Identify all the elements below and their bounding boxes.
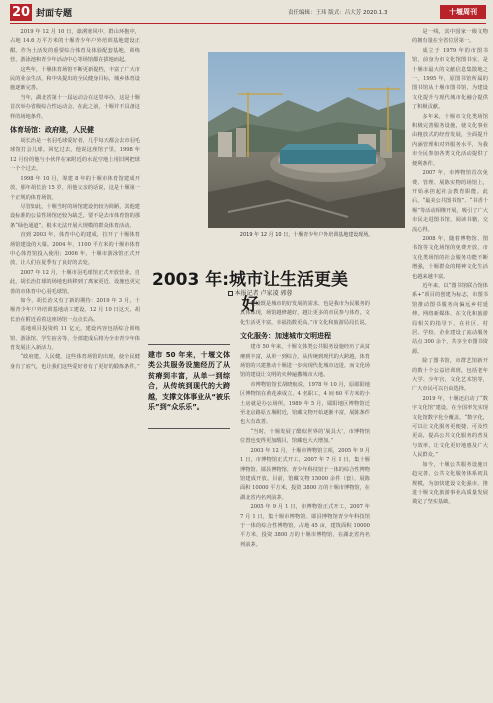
paragraph: 成立于 1979 年的市图书馆，前身为市文化馆图书室，是十堰市最大的文献信息集散地之一。1995 年，原图书馆所属的图书馆从十堰市图书馆，为建设文化提升与现代城市化融合提供了积极贡献。 — [412, 47, 488, 111]
byline — [190, 288, 330, 297]
paragraph: 2007 年，市博物馆首次免费、管理、展陈实物的场馆上，开始承担起社会教育职能。此后，“最美公共图书馆”、“书香十堰”等活动相继开展，吸引了广大市民走进图书馆、阅读书籍、交流心得。 — [412, 170, 488, 233]
article-column-2 — [240, 300, 370, 698]
paragraph: 2005 年 9 月 1 日，市博物馆正式开工，2007 年 7 月 1 日，集十堰市博物馆、郧县博物馆青少年科技馆于一体的综合性博物馆，占地 45 亩，建筑面积 10000 平方米，投资 3800 万的十堰市博物馆，在湖北省内名列前茅。 — [240, 504, 370, 548]
paragraph: 是一线，其中国家一级文物的拥有量在全省位居第一。 — [412, 29, 488, 45]
paragraph: “政府建，人民健。这些体育场馆的出现，使全民健身有了底气，也让我们这些爱好者有了更好的锻炼条件。” — [10, 354, 140, 370]
subheading: 文化服务：加速城市文明进程 — [240, 332, 331, 341]
pull-quote-rule-top — [148, 344, 230, 345]
paragraph: 2019 年 12 月 10 日，凛冽寒风中，群山环抱中，占地 14.6 万平方米的十堰青少年户外培训基地建设正酣。作为土活发的重要综合体育及体验配套基地，训练营、游泳池和青少年活动中心等场馆都在拔地而起。 — [10, 29, 140, 64]
article-column-1 — [10, 28, 140, 698]
paragraph: 除了图书馆，市群艺馆新开的数十个公益培训班，包括老年大学、少年宫、文化艺术馆等，广大市民可以自由选择。 — [412, 358, 488, 393]
paragraph: 2003 年 12 月，十堰市博物馆立项，2005 年 9 月 1 日，市博物馆正式开工，2007 年 7 月 1 日，集十堰博物馆、郧县博物馆、青少年科技馆于一体的综合性博物馆建成开放。目前，馆藏文物 15000 余件（套），展陈面积 10000 平方米，投资 3800 万的十堰市博物馆，在湖北省内名列前茅。 — [240, 447, 370, 501]
article-column-3 — [412, 28, 488, 698]
editor-credits: 责任编辑：王玮 版式：吕大芳 2020.1.3 — [288, 10, 388, 16]
paragraph: 当年，湖北省第十一届运动会在这里举办，这是十堰首次举办省级综合性运动会，在此之前，十堰并不具备这样的场地条件。 — [10, 94, 140, 120]
photo-caption: 2019 年 12 月 10 日，十堰青少年户外培训基地建设现场。 — [239, 232, 374, 238]
article-headline: 2003 年:城市让生活更美好 — [151, 270, 349, 315]
section-title: 封面专题 — [36, 9, 73, 19]
paragraph: 直到 2003 年，体育中心的建成，拉开了十堰体育场馆建设的大幕。2004 年，1100 平方米的十堰市体育中心体育馆投入使用；2006 年，十堰市游泳馆正式开放，让人们在夏季有了良好的去处。 — [10, 232, 140, 267]
byline-box-icon — [228, 291, 233, 296]
paragraph: 近年来，以“图书馆联合馆体系+”项目的创建为标志，市图书馆推动图书服务向偏远乡村延伸。网络新媒体、在文化和旅游局相关的指导下，在社区、村居、学校、企业建设了流动服务站点 300 余个，共享全市图书资源。 — [412, 282, 488, 355]
construction-photo-illustration — [208, 52, 405, 228]
paragraph: 基地项目投资约 11 亿元，建设内容包括综合训练馆、游泳馆、学生宿舍等，全部建成后将为全市青少年体育发展注入新活力。 — [10, 326, 140, 351]
pull-quote-rule-bottom — [148, 428, 230, 429]
paragraph: 胡长治是一名羽毛球爱好者，几乎每天都会去市羽毛球馆打会儿球。回忆过去，他说这座馆子里，1998 年 12 月份的他与小伙伴在家附近的水泥空地上用旧网把球一个个过去。 — [10, 138, 140, 173]
byline-text: 本报记者 卢家凌 郭蓉 — [234, 290, 293, 297]
subheading: 体育场馆：政府建，人民健 — [10, 126, 94, 135]
paragraph: 2008 年，随着博物馆、图书馆等文化场馆的免费开放，市文化类场馆的社会服务功能不断增强，十堰群众的精神文化生活也越来越丰富。 — [412, 235, 488, 280]
paragraph: “当时，十堰发展了酷似世界的‘展具大’，市博物馆位置也变得更加醒目，馆藏也大大增加。” — [240, 428, 370, 445]
paragraph: 建设既是城市的好发展的需求，也是我市为民服务的具体体现，场馆越修越好，越让更多的市民参与体育，文化生活更丰富，幸福指数更高。”市文化和旅游局局长说。 — [240, 301, 370, 326]
paragraph: 2019 年，十堰还启动了“数字文化馆”建设，在全国率先实现文化馆数字化全覆盖。“数字化，可以让文化服务更便捷、可及性更高，提高公共文化服务的普及与效率，让文化更好地惠及广大人民群众。” — [412, 395, 488, 459]
header-rule — [10, 23, 486, 24]
paragraph: 如今，十堰公共服务设施日趋完善，公共文化服务体系初具规模，为加快建设文化强市，推进十堰文化旅游事业高质量发展奠定了坚实基础。 — [412, 461, 488, 506]
page-number: 20 — [11, 5, 31, 20]
page-header — [0, 0, 493, 22]
paragraph: 多年来，十堰市文化类场馆积极完善服务设施，使文化事业由粗放式的经营发展，全面提升内涵管理和对外服务水平，为我市全民参加各类文化活动提供了便利条件。 — [412, 113, 488, 167]
paragraph: 市博物馆馆长胡晓航说，1978 年 10 月，原郧阳地区博物馆在黄花素成立，4 名职工，4 间 60 平方米的小土房就是办公场所。1989 年 5 月，郧阳地区博物馆迁至北京路原五堰附近，馆藏文物开始逐渐丰富，展陈条件也大有改善。 — [240, 381, 370, 426]
pull-quote: 建市 50 年来，十堰文体类公共服务设施经历了从贫瘠到丰富，从单一到综合，从传统到现代的大跨越，支撑文体事业从“被乐乐”到“众乐乐”。 — [148, 351, 230, 412]
paragraph: 2007 年 12 月，十堰市羽毛球馆正式开放营业。自此，胡长治打球的场地也转移到了离家更近、设施也更完善的市体育中心羽毛球馆。 — [10, 269, 140, 295]
paragraph: 如今，胡长治又有了新的期待：2019 年 3 月，十堰青少年户外培训基地动工建设。12 月 10 日这天，胡长治在附近看着这座场馆一点点长高。 — [10, 297, 140, 323]
paragraph: 尽管如此，十堰当时的场馆建设仍较为简陋，其他建设标准的公益性场馆还较为缺乏。要不是去市体育馆的那条“绿色通道”，根本无法开展大规模的群众体育活动。 — [10, 203, 140, 229]
paragraph: 这些年，十堰体育场馆不断更新提档，丰富了广大市民的业余生活，和中央提出的全民健身目标，城乡体育设施逐渐完善。 — [10, 66, 140, 92]
masthead-logo: 十堰周刊 — [440, 5, 486, 19]
paragraph: 建市 50 年来，十堰文体类公共服务设施经历了从贫瘠到丰富，从单一到综合，从传统到现代的大跨越，体育场馆的兴建推动十堰进一步向现代化城市迈进，而文化场馆的建设让文明的火种遍撒城市大地。 — [240, 344, 370, 379]
construction-site-photo — [208, 52, 405, 228]
paragraph: 1998 年 10 月，筹建 8 年的十堰市体育馆建成开放，那年胡长治 15 岁，用他父亲的话说，这是十堰第一个正规的体育场馆。 — [10, 175, 140, 201]
